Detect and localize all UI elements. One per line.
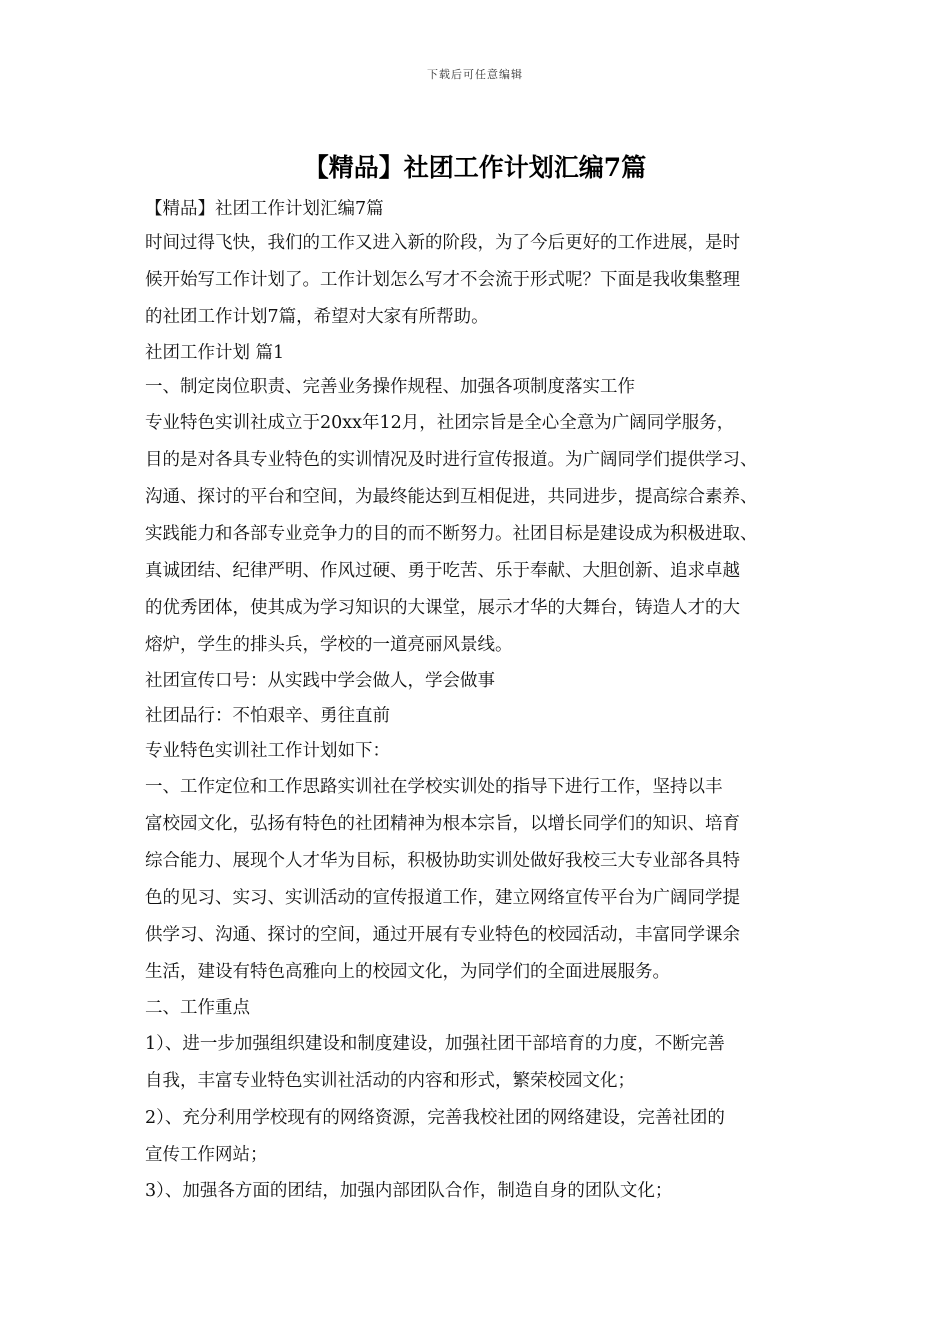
point-two-paragraph: [145, 1100, 825, 1174]
text-line: 专业特色实训社成立于20xx年12月，社团宗旨是全心全意为广阔同学服务，: [145, 413, 735, 433]
text-line: 富校园文化，弘扬有特色的社团精神为根本宗旨，以增长同学们的知识、培育: [145, 814, 740, 834]
text-line: 宣传工作网站；: [145, 1145, 268, 1165]
text-line: 的优秀团体，使其成为学习知识的大课堂，展示才华的大舞台，铸造人才的大: [145, 598, 740, 618]
document-body: [145, 193, 825, 1209]
text-line: 色的见习、实习、实训活动的宣传报道工作，建立网络宣传平台为广阔同学提: [145, 888, 740, 908]
club-motto: 社团品行：不怕艰辛、勇往直前: [145, 706, 390, 726]
text-line: 生活，建设有特色高雅向上的校园文化，为同学们的全面进展服务。: [145, 962, 670, 982]
text-line: 2）、充分利用学校现有的网络资源，完善我校社团的网络建设，完善社团的: [145, 1108, 725, 1128]
text-line: 供学习、沟通、探讨的空间，通过开展有专业特色的校园活动，丰富同学课余: [145, 925, 740, 945]
page-header-note: 下载后可任意编辑: [427, 68, 523, 81]
document-title: 【精品】社团工作计划汇编7篇: [303, 153, 647, 182]
text-line: 自我，丰富专业特色实训社活动的内容和形式，繁荣校园文化；: [145, 1071, 635, 1091]
text-line: 综合能力、展现个人才华为目标，积极协助实训处做好我校三大专业部各具特: [145, 851, 740, 871]
text-line: 实践能力和各部专业竞争力的目的而不断努力。社团目标是建设成为积极进取、: [145, 524, 758, 544]
text-line: 熔炉，学生的排头兵，学校的一道亮丽风景线。: [145, 635, 513, 655]
point-three: 3）、加强各方面的团结，加强内部团队合作，制造自身的团队文化；: [145, 1181, 673, 1201]
section-label: 社团工作计划 篇1: [145, 343, 285, 363]
club-slogan: 社团宣传口号：从实践中学会做人，学会做事: [145, 671, 495, 691]
text-line: 时间过得飞快，我们的工作又进入新的阶段，为了今后更好的工作进展，是时: [145, 233, 740, 253]
heading-one: 一、制定岗位职责、完善业务操作规程、加强各项制度落实工作: [145, 377, 635, 397]
point-one-paragraph: [145, 1026, 825, 1100]
positioning-paragraph: [145, 769, 825, 991]
text-line: 目的是对各具专业特色的实训情况及时进行宣传报道。为广阔同学们提供学习、: [145, 450, 758, 470]
plan-intro: 专业特色实训社工作计划如下：: [145, 741, 390, 761]
club-paragraph: [145, 405, 825, 664]
document-subtitle: 【精品】社团工作计划汇编7篇: [145, 199, 384, 219]
text-line: 沟通、探讨的平台和空间，为最终能达到互相促进，共同进步，提高综合素养、: [145, 487, 758, 507]
intro-paragraph: [145, 225, 825, 336]
text-line: 的社团工作计划7篇，希望对大家有所帮助。: [145, 307, 489, 327]
text-line: 候开始写工作计划了。工作计划怎么写才不会流于形式呢？下面是我收集整理: [145, 270, 740, 290]
text-line: 真诚团结、纪律严明、作风过硬、勇于吃苦、乐于奉献、大胆创新、追求卓越: [145, 561, 740, 581]
heading-two: 二、工作重点: [145, 998, 250, 1018]
text-line: 1）、进一步加强组织建设和制度建设，加强社团干部培育的力度，不断完善: [145, 1034, 725, 1054]
text-line: 一、工作定位和工作思路实训社在学校实训处的指导下进行工作，坚持以丰: [145, 777, 723, 797]
